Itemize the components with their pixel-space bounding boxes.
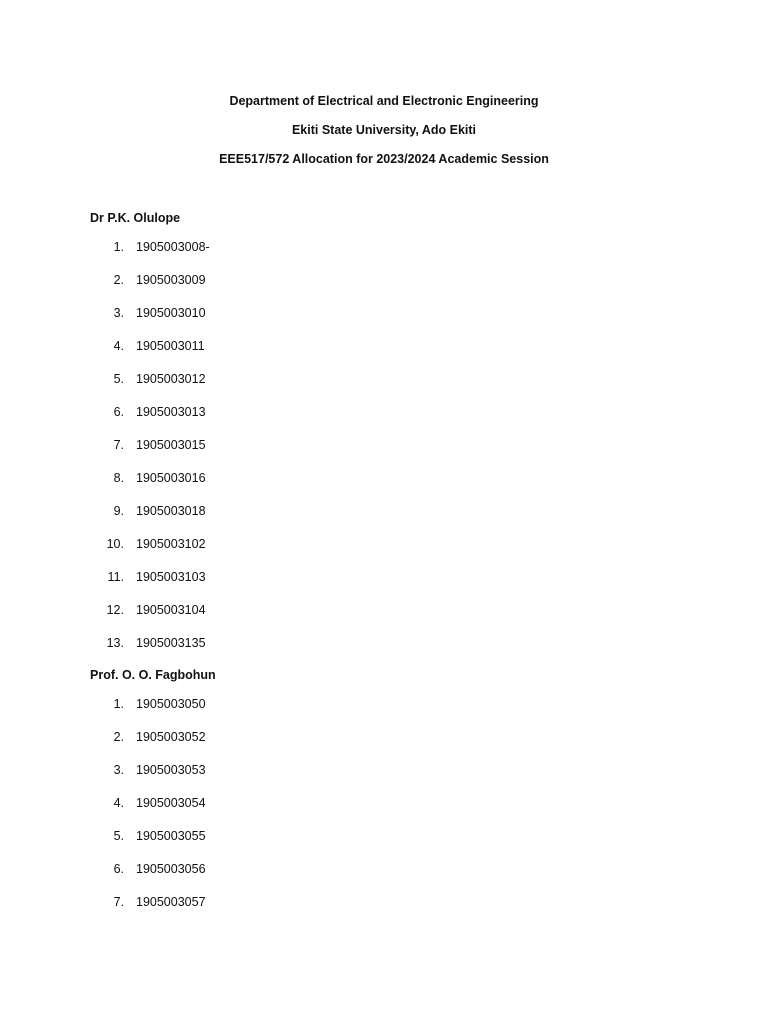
item-number: 4.	[113, 339, 124, 353]
student-id: 1905003011	[136, 339, 205, 353]
list-item	[90, 635, 690, 651]
student-id: 1905003013	[136, 405, 206, 419]
student-id: 1905003015	[136, 438, 206, 452]
supervisor-name: Prof. O. O. Fagbohun	[90, 668, 216, 682]
item-number: 1.	[113, 697, 124, 711]
student-id: 1905003104	[136, 603, 206, 617]
list-item	[90, 437, 690, 453]
item-number: 11.	[107, 570, 124, 584]
list-item	[90, 861, 690, 877]
item-number: 1.	[113, 240, 124, 254]
list-item	[90, 828, 690, 844]
student-id: 1905003010	[136, 306, 206, 320]
item-number: 7.	[113, 438, 124, 452]
supervisor-name: Dr P.K. Olulope	[90, 211, 181, 225]
item-number: 3.	[113, 763, 124, 777]
item-number: 6.	[113, 862, 124, 876]
list-item	[90, 338, 690, 354]
item-number: 10.	[106, 537, 124, 551]
item-number: 5.	[113, 829, 124, 843]
document-header	[0, 93, 768, 180]
student-id: 1905003103	[136, 570, 206, 584]
list-item	[90, 602, 690, 618]
list-item	[90, 470, 690, 486]
list-item	[90, 696, 690, 712]
student-id: 1905003054	[136, 796, 206, 810]
student-id: 1905003016	[136, 471, 206, 485]
item-number: 2.	[113, 730, 124, 744]
list-item	[90, 762, 690, 778]
list-item	[90, 795, 690, 811]
item-number: 8.	[113, 471, 124, 485]
student-id: 1905003008-	[136, 240, 210, 254]
item-number: 9.	[113, 504, 124, 518]
list-item	[90, 503, 690, 519]
student-list	[90, 239, 690, 651]
student-id: 1905003055	[136, 829, 206, 843]
list-item	[90, 536, 690, 552]
item-number: 7.	[113, 895, 124, 909]
item-number: 2.	[113, 273, 124, 287]
item-number: 5.	[113, 372, 124, 386]
item-number: 12.	[106, 603, 124, 617]
student-id: 1905003056	[136, 862, 206, 876]
list-item	[90, 239, 690, 255]
student-id: 1905003053	[136, 763, 206, 777]
student-id: 1905003012	[136, 372, 206, 386]
supervisor-section-olulope	[90, 210, 690, 651]
item-number: 13.	[106, 636, 124, 650]
list-item	[90, 305, 690, 321]
student-id: 1905003135	[136, 636, 206, 650]
student-id: 1905003009	[136, 273, 206, 287]
allocation-title: EEE517/572 Allocation for 2023/2024 Academic Session	[219, 152, 549, 166]
list-item	[90, 371, 690, 387]
student-id: 1905003057	[136, 895, 206, 909]
item-number: 3.	[113, 306, 124, 320]
list-item	[90, 569, 690, 585]
list-item	[90, 404, 690, 420]
item-number: 4.	[113, 796, 124, 810]
list-item	[90, 272, 690, 288]
list-item	[90, 729, 690, 745]
student-id: 1905003102	[136, 537, 206, 551]
list-item	[90, 894, 690, 910]
university-title: Ekiti State University, Ado Ekiti	[291, 123, 477, 137]
student-id: 1905003050	[136, 697, 206, 711]
student-id: 1905003052	[136, 730, 206, 744]
supervisor-section-fagbohun	[90, 667, 690, 910]
student-list	[90, 696, 690, 910]
department-title: Department of Electrical and Electronic Engineering	[229, 94, 539, 108]
student-id: 1905003018	[136, 504, 206, 518]
item-number: 6.	[113, 405, 124, 419]
